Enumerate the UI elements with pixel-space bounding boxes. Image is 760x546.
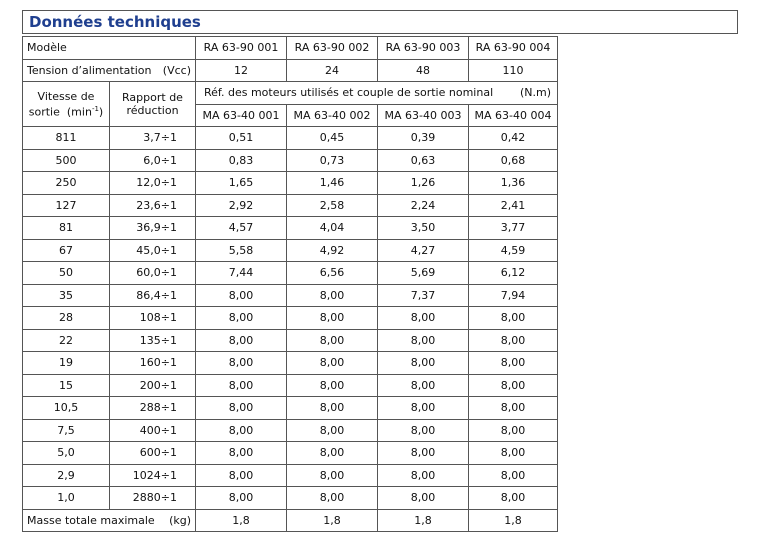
torque-cell: 2,92 [196, 194, 287, 217]
torque-cell: 1,26 [378, 172, 469, 195]
speed-cell: 67 [23, 239, 110, 262]
torque-cell: 0,63 [378, 149, 469, 172]
ratio-header-line1: Rapport de [122, 91, 183, 104]
model-cell: RA 63-90 003 [378, 37, 469, 60]
speed-cell: 35 [23, 284, 110, 307]
tension-row [23, 59, 558, 82]
torque-cell: 8,00 [196, 329, 287, 352]
ratio-cell: 3,7÷1 [110, 127, 196, 150]
speed-cell: 811 [23, 127, 110, 150]
torque-cell: 8,00 [378, 352, 469, 375]
speed-cell: 19 [23, 352, 110, 375]
masse-label: Masse totale maximale [27, 513, 155, 527]
model-row [23, 37, 558, 60]
ratio-cell: 60,0÷1 [110, 262, 196, 285]
ratio-cell: 600÷1 [110, 442, 196, 465]
torque-cell: 0,73 [287, 149, 378, 172]
torque-cell: 8,00 [196, 442, 287, 465]
torque-cell: 2,24 [378, 194, 469, 217]
torque-cell: 0,45 [287, 127, 378, 150]
ratio-cell: 200÷1 [110, 374, 196, 397]
model-cell: RA 63-90 004 [469, 37, 558, 60]
table-row [23, 307, 558, 330]
torque-cell: 8,00 [378, 442, 469, 465]
torque-cell: 8,00 [287, 464, 378, 487]
torque-cell: 8,00 [469, 307, 558, 330]
table-row [23, 352, 558, 375]
torque-cell: 0,51 [196, 127, 287, 150]
torque-cell: 0,68 [469, 149, 558, 172]
torque-cell: 8,00 [469, 487, 558, 510]
torque-cell: 7,94 [469, 284, 558, 307]
ratio-cell: 2880÷1 [110, 487, 196, 510]
torque-cell: 8,00 [469, 374, 558, 397]
ref-header-label: Réf. des moteurs utilisés et couple de sortie nominal [204, 86, 494, 100]
table-row [23, 487, 558, 510]
masse-unit: (kg) [169, 513, 191, 527]
speed-header-line1: Vitesse de [37, 89, 95, 103]
torque-cell: 8,00 [287, 284, 378, 307]
torque-cell: 8,00 [196, 397, 287, 420]
torque-cell: 8,00 [196, 307, 287, 330]
table-row [23, 374, 558, 397]
speed-cell: 127 [23, 194, 110, 217]
torque-cell: 8,00 [378, 307, 469, 330]
torque-cell: 8,00 [287, 352, 378, 375]
torque-cell: 8,00 [196, 352, 287, 375]
torque-cell: 8,00 [469, 419, 558, 442]
masse-row [23, 509, 558, 532]
torque-cell: 4,59 [469, 239, 558, 262]
torque-cell: 8,00 [287, 419, 378, 442]
torque-cell: 8,00 [469, 442, 558, 465]
table-row [23, 397, 558, 420]
speed-unit-close: ) [98, 105, 104, 119]
ratio-cell: 108÷1 [110, 307, 196, 330]
torque-cell: 4,92 [287, 239, 378, 262]
torque-cell: 6,56 [287, 262, 378, 285]
torque-cell: 7,44 [196, 262, 287, 285]
ref-header-unit: (N.m) [519, 86, 551, 100]
torque-cell: 5,69 [378, 262, 469, 285]
ratio-header-line2: réduction [126, 104, 179, 117]
torque-cell: 0,83 [196, 149, 287, 172]
tension-unit: (Vcc) [162, 63, 191, 77]
torque-cell: 8,00 [287, 374, 378, 397]
tension-label: Tension d’alimentation [27, 63, 152, 77]
ref-header [196, 82, 558, 105]
torque-cell: 8,00 [196, 487, 287, 510]
torque-cell: 8,00 [469, 397, 558, 420]
torque-cell: 8,00 [378, 397, 469, 420]
speed-cell: 2,9 [23, 464, 110, 487]
ratio-cell: 36,9÷1 [110, 217, 196, 240]
model-cell: RA 63-90 002 [287, 37, 378, 60]
table-row [23, 329, 558, 352]
torque-cell: 8,00 [287, 442, 378, 465]
ratio-cell: 400÷1 [110, 419, 196, 442]
model-cell: RA 63-90 001 [196, 37, 287, 60]
masse-cell: 1,8 [287, 509, 378, 532]
speed-cell: 22 [23, 329, 110, 352]
table-row [23, 442, 558, 465]
table-row [23, 262, 558, 285]
torque-cell: 1,36 [469, 172, 558, 195]
ratio-cell: 86,4÷1 [110, 284, 196, 307]
torque-cell: 8,00 [378, 419, 469, 442]
tension-cell: 110 [469, 59, 558, 82]
torque-cell: 8,00 [287, 329, 378, 352]
table-row [23, 217, 558, 240]
speed-cell: 28 [23, 307, 110, 330]
torque-cell: 8,00 [196, 284, 287, 307]
section-title: Données techniques [29, 13, 201, 31]
tension-label-cell [23, 59, 196, 82]
ratio-cell: 6,0÷1 [110, 149, 196, 172]
table-row [23, 194, 558, 217]
tension-cell: 48 [378, 59, 469, 82]
torque-cell: 8,00 [196, 374, 287, 397]
torque-cell: 8,00 [196, 419, 287, 442]
torque-cell: 8,00 [469, 329, 558, 352]
speed-cell: 50 [23, 262, 110, 285]
torque-cell: 8,00 [378, 329, 469, 352]
torque-cell: 8,00 [196, 464, 287, 487]
table-row [23, 419, 558, 442]
masse-label-cell [23, 509, 196, 532]
torque-cell: 4,27 [378, 239, 469, 262]
speed-cell: 5,0 [23, 442, 110, 465]
table-row [23, 149, 558, 172]
masse-cell: 1,8 [469, 509, 558, 532]
motor-cell: MA 63-40 002 [287, 104, 378, 127]
ratio-cell: 288÷1 [110, 397, 196, 420]
torque-cell: 8,00 [287, 307, 378, 330]
torque-cell: 6,12 [469, 262, 558, 285]
speed-cell: 250 [23, 172, 110, 195]
torque-cell: 8,00 [378, 487, 469, 510]
column-header-row [23, 82, 558, 105]
torque-cell: 2,58 [287, 194, 378, 217]
masse-cell: 1,8 [196, 509, 287, 532]
torque-cell: 4,04 [287, 217, 378, 240]
speed-cell: 81 [23, 217, 110, 240]
torque-cell: 8,00 [287, 397, 378, 420]
torque-cell: 1,65 [196, 172, 287, 195]
torque-cell: 0,39 [378, 127, 469, 150]
torque-cell: 1,46 [287, 172, 378, 195]
tension-cell: 24 [287, 59, 378, 82]
torque-cell: 4,57 [196, 217, 287, 240]
torque-cell: 8,00 [378, 374, 469, 397]
speed-header-line2: sortie [28, 105, 60, 119]
model-label: Modèle [23, 37, 196, 60]
torque-cell: 8,00 [378, 464, 469, 487]
ratio-cell: 135÷1 [110, 329, 196, 352]
ratio-header [110, 82, 196, 127]
speed-cell: 15 [23, 374, 110, 397]
torque-cell: 8,00 [469, 352, 558, 375]
table-row [23, 464, 558, 487]
table-row [23, 172, 558, 195]
speed-unit-exponent: -1 [91, 104, 99, 113]
ratio-cell: 12,0÷1 [110, 172, 196, 195]
masse-cell: 1,8 [378, 509, 469, 532]
torque-cell: 7,37 [378, 284, 469, 307]
table-row [23, 127, 558, 150]
speed-cell: 500 [23, 149, 110, 172]
motor-cell: MA 63-40 003 [378, 104, 469, 127]
torque-cell: 2,41 [469, 194, 558, 217]
speed-header [23, 82, 110, 127]
torque-cell: 3,77 [469, 217, 558, 240]
ratio-cell: 23,6÷1 [110, 194, 196, 217]
technical-data-table [22, 36, 558, 532]
table-row [23, 239, 558, 262]
speed-cell: 1,0 [23, 487, 110, 510]
ratio-cell: 45,0÷1 [110, 239, 196, 262]
speed-cell: 7,5 [23, 419, 110, 442]
torque-cell: 0,42 [469, 127, 558, 150]
speed-cell: 10,5 [23, 397, 110, 420]
ratio-cell: 1024÷1 [110, 464, 196, 487]
tension-cell: 12 [196, 59, 287, 82]
torque-cell: 8,00 [469, 464, 558, 487]
ratio-cell: 160÷1 [110, 352, 196, 375]
torque-cell: 3,50 [378, 217, 469, 240]
table-row [23, 284, 558, 307]
speed-unit: (min [66, 105, 92, 119]
section-title-box [22, 10, 738, 34]
motor-cell: MA 63-40 004 [469, 104, 558, 127]
torque-cell: 8,00 [287, 487, 378, 510]
motor-cell: MA 63-40 001 [196, 104, 287, 127]
torque-cell: 5,58 [196, 239, 287, 262]
